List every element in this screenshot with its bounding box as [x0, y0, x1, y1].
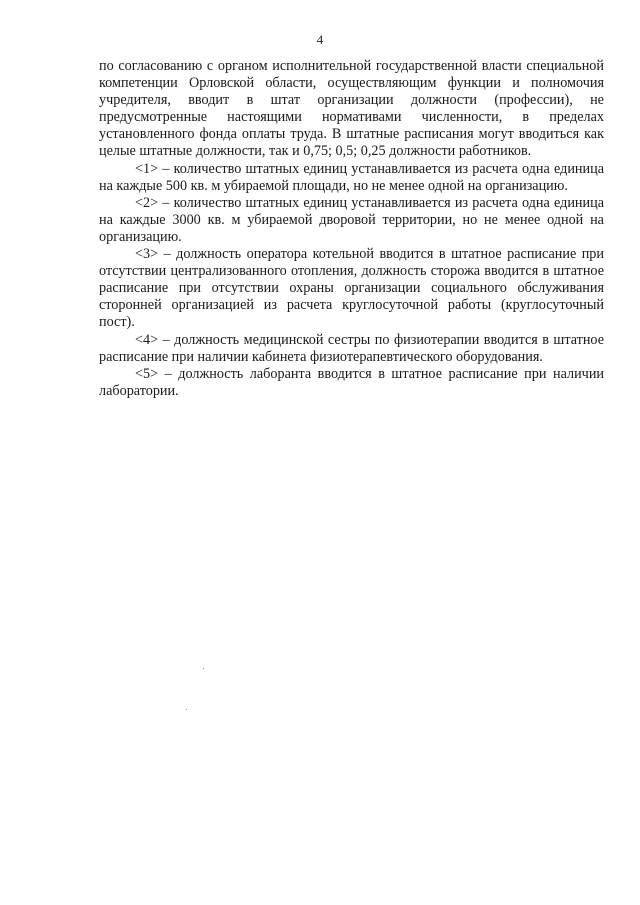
footnote-2: <2> – количество штатных единиц устанавливается из расчета одна единица на каждые 3000 кв. м убираемой дворовой территории, но не менее одной на организацию. [99, 194, 604, 245]
footnote-5: <5> – должность лаборанта вводится в штатное расписание при наличии лаборатории. [99, 365, 604, 399]
footnote-3: <3> – должность оператора котельной вводится в штатное расписание при отсутствии централизованного отопления, должность сторожа вводится в штатное расписание при отсутствии охраны организации социального обслуживания сторонней организацией из расчета круглосуточной работы (круглосуточный пост). [99, 246, 604, 331]
footnote-4: <4> – должность медицинской сестры по физиотерапии вводится в штатное расписание при наличии кабинета физиотерапевтического оборудования. [99, 331, 604, 365]
scan-speck [203, 668, 204, 669]
footnote-1: <1> – количество штатных единиц устанавливается из расчета одна единица на каждые 500 кв. м убираемой площади, но не менее одной на организацию. [99, 160, 604, 194]
page-number: 4 [316, 32, 324, 47]
paragraph-continuation: по согласованию с органом исполнительной государственной власти специальной компетенции Орловской области, осуществляющим функции и полномочия учредителя, вводит в штат организации должности (профессии), не предусмотренные настоящими нормативами численности, в пределах установленного фонда оплаты труда. В штатные расписания могут вводиться как целые штатные должности, так и 0,75; 0,5; 0,25 должности работников. [99, 58, 604, 160]
document-body [99, 58, 604, 400]
scan-speck [186, 709, 187, 710]
